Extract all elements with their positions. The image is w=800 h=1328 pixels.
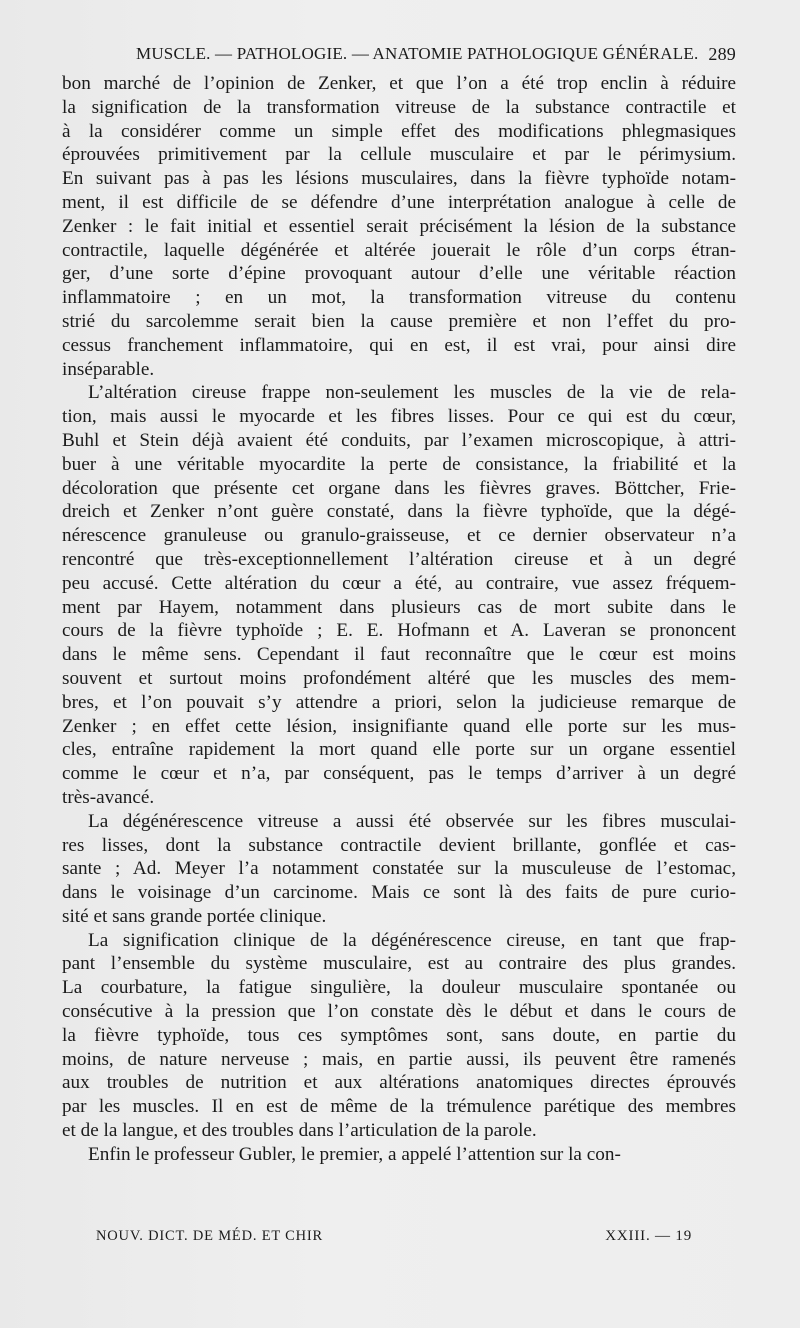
text-line: décoloration que présente cet organe dans les fièvres graves. Böttcher, Frie-: [62, 477, 736, 499]
text-line: L’altération cireuse frappe non-seulement les muscles de la vie de rela-: [88, 382, 736, 404]
text-line: par les muscles. Il en est de même de la trémulence parétique des membres: [62, 1096, 736, 1118]
text-line: souvent et surtout moins profondément altéré que les muscles des mem-: [62, 667, 736, 689]
text-line: tion, mais aussi le myocarde et les fibres lisses. Pour ce qui est du cœur,: [62, 406, 736, 428]
text-line: comme le cœur et n’a, par conséquent, pas le temps d’arriver à un degré: [62, 763, 736, 785]
text-line: la signification de la transformation vitreuse de la substance contractile et: [62, 96, 736, 118]
text-line: éprouvées primitivement par la cellule musculaire et par le périmysium.: [62, 144, 736, 166]
text-line: et de la langue, et des troubles dans l’articulation de la parole.: [62, 1120, 537, 1142]
text-line: bres, et l’on pouvait s’y attendre a priori, selon la judicieuse remarque de: [62, 691, 736, 713]
running-head-title: MUSCLE. — PATHOLOGIE. — ANATOMIE PATHOLOGIQUE GÉNÉRALE.: [136, 44, 699, 63]
text-line: rencontré que très-exceptionnellement l’altération cireuse et à un degré: [62, 548, 736, 570]
text-line: cessus franchement inflammatoire, qui en est, il est vrai, pour ainsi dire: [62, 334, 736, 356]
text-line: dreich et Zenker n’ont guère constaté, dans la fièvre typhoïde, que la dégé-: [62, 501, 736, 523]
text-line: peu accusé. Cette altération du cœur a été, au contraire, vue assez fréquem-: [62, 572, 736, 594]
text-line: consécutive à la pression que l’on constate dès le début et dans le cours de: [62, 1001, 736, 1023]
paragraph: [62, 72, 736, 381]
text-line: Zenker ; en effet cette lésion, insignifiante quand elle porte sur les mus-: [62, 715, 736, 737]
footer-volume-sheet: XXIII. — 19: [605, 1228, 692, 1244]
text-line: ger, d’une sorte d’épine provoquant autour d’elle une véritable réaction: [62, 263, 736, 285]
text-line: En suivant pas à pas les lésions musculaires, dans la fièvre typhoïde notam-: [62, 168, 736, 190]
text-line: sante ; Ad. Meyer l’a notamment constatée sur la musculeuse de l’estomac,: [62, 858, 736, 880]
body-text: [62, 72, 736, 1167]
footer-signature: NOUV. DICT. DE MÉD. ET CHIR: [96, 1228, 324, 1244]
text-line: nérescence granuleuse ou granulo-graisseuse, et ce dernier observateur n’a: [62, 525, 736, 547]
page-footer: [96, 1228, 736, 1250]
text-line: inséparable.: [62, 358, 155, 380]
text-line: contractile, laquelle dégénérée et altérée jouerait le rôle d’un corps étran-: [62, 239, 736, 261]
paragraph: [62, 810, 736, 929]
text-line: La courbature, la fatigue singulière, la douleur musculaire spontanée ou: [62, 977, 736, 999]
text-line: dans le voisinage d’un carcinome. Mais ce sont là des faits de pure curio-: [62, 882, 736, 904]
paragraph: [62, 1143, 736, 1167]
text-line: Enfin le professeur Gubler, le premier, a appelé l’attention sur la con-: [88, 1143, 621, 1165]
text-line: ment par Hayem, notamment dans plusieurs cas de mort subite dans le: [62, 596, 736, 618]
text-line: moins, de nature nerveuse ; mais, en partie aussi, ils peuvent être ramenés: [62, 1048, 736, 1070]
page-number: 289: [708, 44, 736, 64]
text-line: ment, il est difficile de se défendre d’une interprétation analogue à celle de: [62, 191, 736, 213]
text-line: cles, entraîne rapidement la mort quand elle porte sur un organe essentiel: [62, 739, 736, 761]
paragraph: [62, 929, 736, 1143]
text-line: strié du sarcolemme serait bien la cause première et non l’effet du pro-: [62, 310, 736, 332]
text-line: la fièvre typhoïde, tous ces symptômes sont, sans doute, en partie du: [62, 1024, 736, 1046]
text-line: Buhl et Stein déjà avaient été conduits, par l’examen microscopique, à attri-: [62, 429, 736, 451]
text-line: pant l’ensemble du système musculaire, est au contraire des plus grandes.: [62, 953, 736, 975]
text-line: bon marché de l’opinion de Zenker, et que l’on a été trop enclin à réduire: [62, 73, 736, 94]
text-line: très-avancé.: [62, 786, 155, 808]
text-line: inflammatoire ; en un mot, la transformation vitreuse du contenu: [62, 287, 736, 309]
text-line: cours de la fièvre typhoïde ; E. E. Hofmann et A. Laveran se prononcent: [62, 620, 736, 642]
text-line: sité et sans grande portée clinique.: [62, 905, 327, 927]
running-head: [62, 44, 742, 70]
text-line: à la considérer comme un simple effet des modifications phlegmasiques: [62, 120, 736, 142]
text-line: res lisses, dont la substance contractile devient brillante, gonflée et cas-: [62, 834, 736, 856]
paragraph: [62, 381, 736, 809]
text-line: dans le même sens. Cependant il faut reconnaître que le cœur est moins: [62, 644, 736, 666]
text-line: aux troubles de nutrition et aux altérations anatomiques directes éprouvés: [62, 1072, 736, 1094]
text-line: La dégénérescence vitreuse a aussi été observée sur les fibres musculai-: [88, 810, 736, 832]
text-line: Zenker : le fait initial et essentiel serait précisément la lésion de la substance: [62, 215, 736, 237]
text-line: buer à une véritable myocardite la perte de consistance, la friabilité et la: [62, 453, 736, 475]
text-line: La signification clinique de la dégénérescence cireuse, en tant que frap-: [88, 929, 736, 951]
